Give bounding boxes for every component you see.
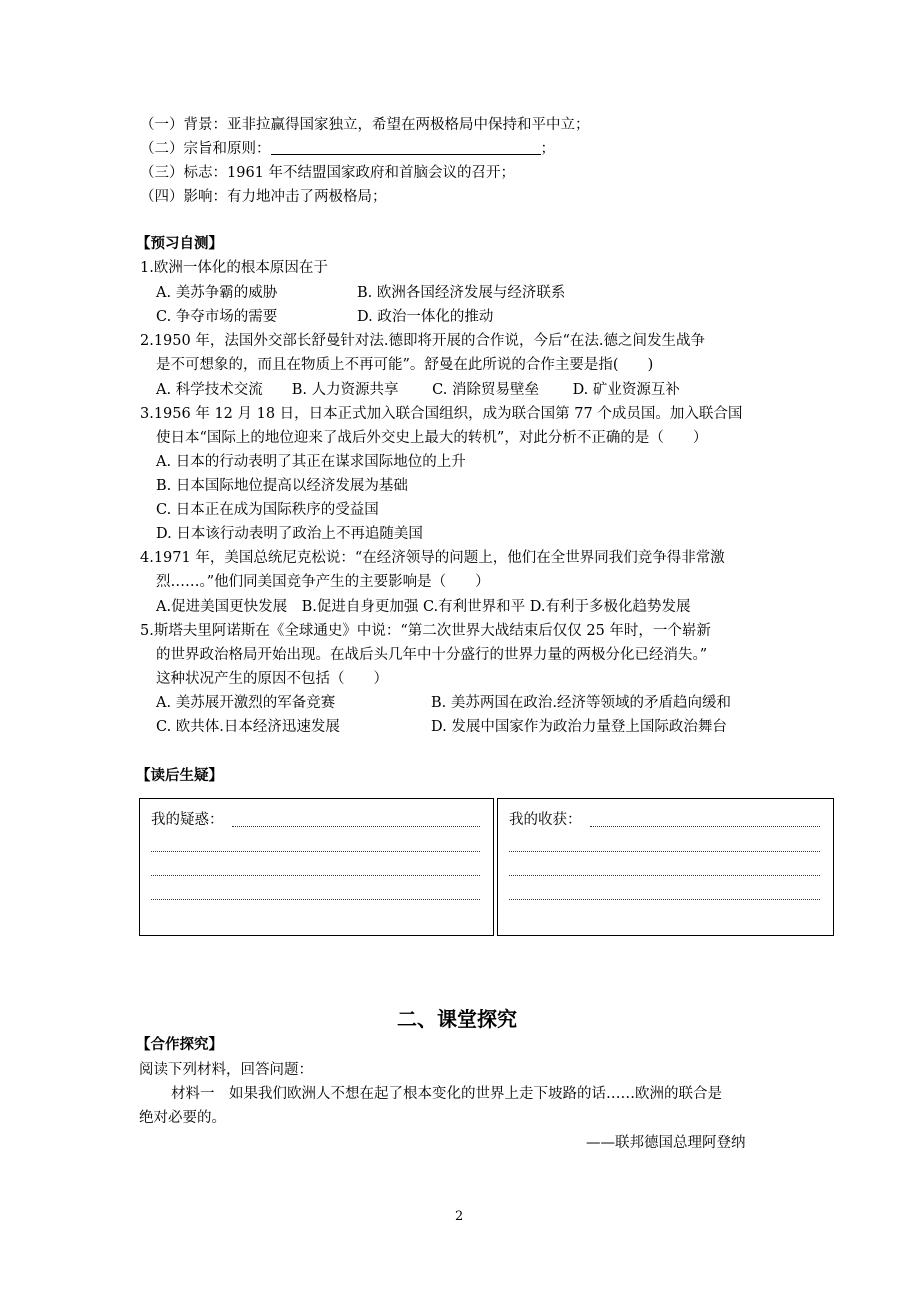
page-number: 2	[455, 1209, 464, 1224]
q1-stem: 1.欧洲一体化的根本原因在于	[140, 260, 328, 276]
q2-stem-2: 是不可想象的，而且在物质上不再可能”。舒曼在此所说的合作主要是指( )	[156, 357, 654, 373]
writing-line	[151, 875, 480, 876]
q1-option-b: B. 欧洲各国经济发展与经济联系	[357, 285, 566, 301]
q5-stem-1: 5.斯塔夫里阿诺斯在《全球通史》中说：“第二次世界大战结束后仅仅 25 年时，一个崭新	[140, 623, 711, 639]
preview-heading: 【预习自测】	[136, 235, 223, 252]
q3-option-b: B. 日本国际地位提高以经济发展为基础	[156, 478, 408, 494]
q5-option-d: D. 发展中国家作为政治力量登上国际政治舞台	[431, 719, 727, 735]
q5-option-c: C. 欧共体.日本经济迅速发展	[156, 719, 340, 735]
q3-stem-2: 使日本“国际上的地位迎来了战后外交史上最大的转机”，对此分析不正确的是（ ）	[156, 430, 708, 446]
q3-option-d: D. 日本该行动表明了政治上不再追随美国	[156, 526, 423, 542]
q5-option-b: B. 美苏两国在政治.经济等领域的矛盾趋向缓和	[431, 695, 731, 711]
fill-in-blank[interactable]	[271, 139, 541, 155]
gains-box[interactable]	[497, 798, 834, 936]
writing-line	[232, 826, 480, 827]
q5-stem-2: 的世界政治格局开始出现。在战后头几年中十分盛行的世界力量的两极分化已经消失。”	[156, 647, 708, 663]
q3-option-a: A. 日本的行动表明了其正在谋求国际地位的上升	[156, 454, 466, 470]
writing-line	[509, 875, 820, 876]
q5-option-a: A. 美苏展开激烈的军备竞赛	[156, 695, 336, 711]
material-attribution: ——联邦德国总理阿登纳	[586, 1135, 746, 1151]
doubts-label: 我的疑惑：	[151, 812, 224, 828]
material-one-line-1: 材料一 如果我们欧洲人不想在起了根本变化的世界上走下坡路的话……欧洲的联合是	[171, 1086, 722, 1102]
intro-impact: （四）影响：有力地冲击了两极格局；	[140, 189, 387, 205]
q3-stem-1: 3.1956 年 12 月 18 日，日本正式加入联合国组织，成为联合国第 77 个成员国。加入联合国	[140, 406, 743, 422]
q1-option-d: D. 政治一体化的推动	[357, 309, 494, 325]
intro-marker: （三）标志：1961 年不结盟国家政府和首脑会议的召开；	[140, 165, 516, 181]
reading-instruction: 阅读下列材料，回答问题：	[139, 1062, 313, 1078]
reflection-heading: 【读后生疑】	[136, 767, 223, 784]
material-one-line-2: 绝对必要的。	[139, 1110, 226, 1126]
q1-option-c: C. 争夺市场的需要	[156, 309, 278, 325]
intro-principles-label: （二）宗旨和原则：	[140, 141, 271, 157]
writing-line	[509, 851, 820, 852]
q2-stem-1: 2.1950 年，法国外交部长舒曼针对法.德即将开展的合作说，今后“在法.德之间发生战争	[140, 333, 705, 349]
section-title: 二、课堂探究	[397, 1007, 517, 1031]
cooperation-heading: 【合作探究】	[136, 1036, 223, 1053]
q4-stem-1: 4.1971 年，美国总统尼克松说：“在经济领导的问题上，他们在全世界同我们竞争得非常激	[140, 550, 725, 566]
q1-option-a: A. 美苏争霸的威胁	[156, 285, 278, 301]
writing-line	[590, 826, 820, 827]
q3-option-c: C. 日本正在成为国际秩序的受益国	[156, 502, 379, 518]
intro-principles	[140, 139, 555, 159]
q4-options: A.促进美国更快发展 B.促进自身更加强 C.有利世界和平 D.有利于多极化趋势发展	[156, 599, 691, 615]
writing-line	[509, 899, 820, 900]
writing-line	[151, 899, 480, 900]
writing-line	[151, 851, 480, 852]
q4-stem-2: 烈……。”他们同美国竞争产生的主要影响是（ ）	[156, 574, 490, 590]
q2-options: A. 科学技术交流 B. 人力资源共享 C. 消除贸易壁垒 D. 矿业资源互补	[156, 382, 680, 398]
q5-stem-3: 这种状况产生的原因不包括（ ）	[156, 671, 388, 687]
intro-background: （一）背景：亚非拉赢得国家独立，希望在两极格局中保持和平中立；	[140, 117, 590, 133]
gains-label: 我的收获：	[509, 812, 582, 828]
doubts-box[interactable]	[139, 798, 494, 936]
intro-principles-end: ；	[540, 141, 555, 157]
